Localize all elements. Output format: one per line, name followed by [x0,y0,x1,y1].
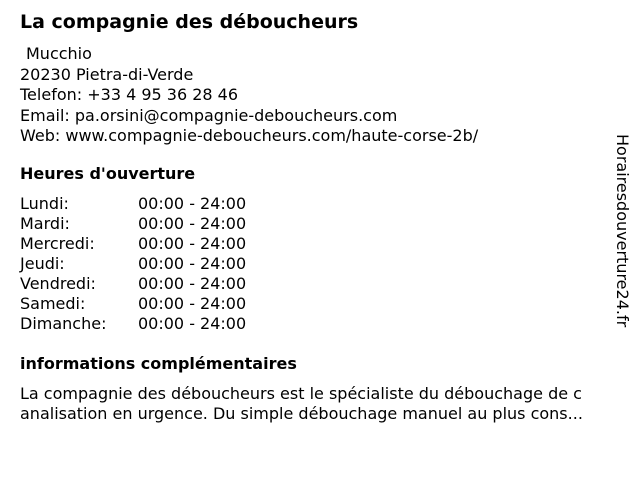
day-label: Mardi: [20,214,70,233]
time-range: 00:00 - 24:00 [138,234,247,253]
city-postcode: 20230 Pietra-di-Verde [20,64,194,84]
hours-row-saturday [20,294,246,314]
info-line: La compagnie des déboucheurs est le spécialiste du débouchage de c [20,384,582,403]
day-label: Dimanche: [20,314,107,333]
day-label: Vendredi: [20,274,96,293]
time-range: 00:00 - 24:00 [138,254,247,273]
website-url: Web: www.compagnie-deboucheurs.com/haute-corse-2b/ [20,126,479,145]
time-range: 00:00 - 24:00 [138,194,247,213]
time-range: 00:00 - 24:00 [138,294,247,313]
time-range: 00:00 - 24:00 [138,314,247,333]
additional-info-text [20,384,632,424]
hours-row-sunday [20,314,246,334]
day-label: Jeudi: [20,254,65,273]
opening-hours-heading: Heures d'ouverture [20,164,196,183]
hours-row-monday [20,194,246,214]
day-label: Mercredi: [20,234,95,253]
hours-row-wednesday [20,234,246,254]
time-range: 00:00 - 24:00 [138,274,247,293]
address-block [20,44,478,147]
day-label: Samedi: [20,294,86,313]
hours-row-friday [20,274,246,294]
opening-hours-table [20,194,246,334]
street-address: Mucchio [26,44,92,63]
email-address: Email: pa.orsini@compagnie-deboucheurs.com [20,105,398,125]
additional-info-heading: informations complémentaires [20,354,297,373]
business-name: La compagnie des déboucheurs [20,11,359,33]
phone-number: Telefon: +33 4 95 36 28 46 [20,85,239,104]
hours-row-tuesday [20,214,246,234]
site-watermark: Horairesdouverture24.fr [613,134,632,328]
info-line: analisation en urgence. Du simple débouchage manuel au plus cons... [20,404,583,423]
time-range: 00:00 - 24:00 [138,214,247,233]
day-label: Lundi: [20,194,69,213]
hours-row-thursday [20,254,246,274]
